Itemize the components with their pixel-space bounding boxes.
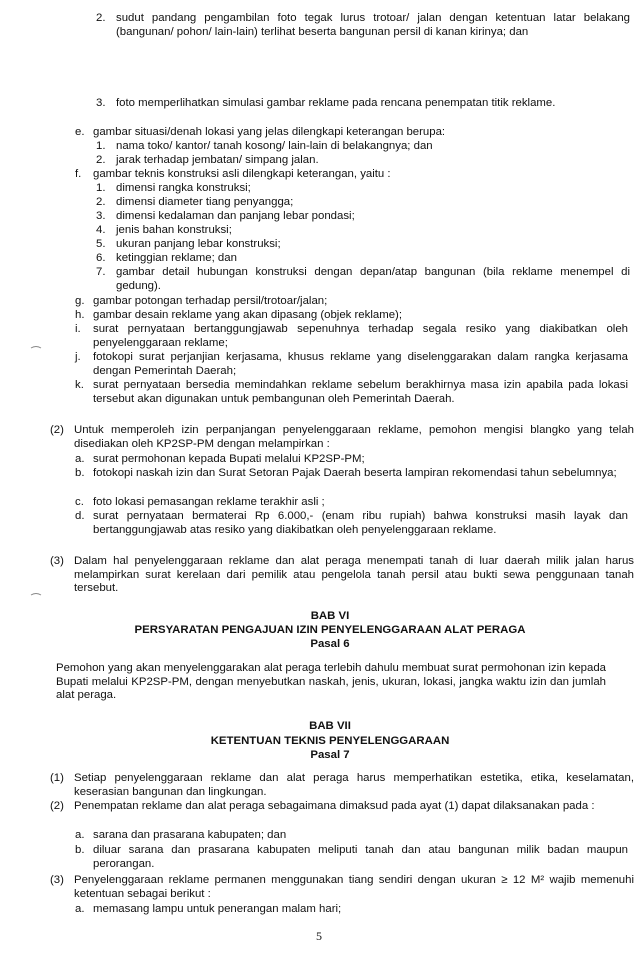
page-number: 5 [316, 929, 322, 943]
list-marker: a. [75, 903, 85, 915]
list-marker: j. [75, 351, 81, 363]
bab-heading: BAB VI [310, 610, 350, 622]
list-marker: f. [75, 168, 82, 180]
pasal-heading: Pasal 7 [310, 749, 350, 761]
ayat-2 [50, 800, 634, 814]
ayat-3 [50, 555, 634, 596]
list-marker: 1. [96, 182, 106, 194]
list-item-k [75, 379, 628, 406]
list-item [96, 97, 630, 111]
list-marker: k. [75, 379, 84, 391]
list-marker: c. [75, 496, 84, 508]
list-text: diluar sarana dan prasarana kabupaten meliputi tanah dan atau bangunan milik badan maupun perorangan. [93, 844, 628, 870]
list-marker: 2. [96, 196, 106, 208]
ayat-3 [50, 874, 634, 901]
list-text: memasang lampu untuk penerangan malam hari; [93, 903, 342, 915]
ayat-marker: (2) [50, 800, 64, 812]
list-text: dimensi rangka konstruksi; [116, 182, 251, 194]
list-item-c [75, 496, 628, 510]
list-item-g [75, 295, 628, 309]
margin-mark-icon [30, 345, 42, 351]
list-item-b [75, 467, 628, 481]
list-marker: d. [75, 510, 85, 522]
ayat-marker: (3) [50, 874, 64, 886]
list-marker: 3. [96, 97, 106, 109]
list-text: jarak terhadap jembatan/ simpang jalan. [116, 154, 319, 166]
list-item-f [75, 168, 628, 182]
list-marker: h. [75, 309, 85, 321]
list-text: ukuran panjang lebar konstruksi; [116, 238, 281, 250]
list-text: nama toko/ kantor/ tanah kosong/ lain-lain di belakangnya; dan [116, 140, 433, 152]
list-item-d [75, 510, 628, 537]
list-text: surat pernyataan bermaterai Rp 6.000,- (enam ribu rupiah) bahwa konstruksi masih layak dan bertanggungjawab atas resiko yang diakibatkan oleh penyelenggaraan reklame. [93, 510, 628, 536]
list-marker: i. [75, 323, 81, 335]
ayat-text: Untuk memperoleh izin perpanjangan penyelenggaraan reklame, pemohon mengisi blangko yang telah disediakan oleh KP2SP-PM dengan melampirkan : [74, 424, 634, 450]
list-item [96, 196, 630, 210]
list-marker: 5. [96, 238, 106, 250]
ayat-text: Dalam hal penyelenggaraan reklame dan alat peraga menempati tanah di luar daerah milik jalan harus melampirkan surat kerelaan dari pemilik atau pengelola tanah persil atau bukti sewa penggunaan tanah tersebut. [74, 555, 634, 595]
list-text: sarana dan prasarana kabupaten; dan [93, 829, 287, 841]
list-item-a [75, 903, 628, 917]
list-marker: e. [75, 126, 85, 138]
list-text: fotokopi naskah izin dan Surat Setoran Pajak Daerah beserta lampiran rekomendasi tahun sebelumnya; [93, 467, 617, 479]
list-item-j [75, 351, 628, 378]
list-text: foto memperlihatkan simulasi gambar reklame pada rencana penempatan titik reklame. [116, 97, 556, 109]
list-text: gambar desain reklame yang akan dipasang (objek reklame); [93, 309, 402, 321]
list-text: dimensi diameter tiang penyangga; [116, 196, 294, 208]
list-text: surat permohonan kepada Bupati melalui KP2SP-PM; [93, 453, 365, 465]
ayat-2 [50, 424, 634, 451]
list-item-a [75, 829, 628, 843]
list-text: dimensi kedalaman dan panjang lebar pondasi; [116, 210, 355, 222]
list-marker: 4. [96, 224, 106, 236]
ayat-marker: (2) [50, 424, 64, 436]
list-text: foto lokasi pemasangan reklame terakhir asli ; [93, 496, 325, 508]
list-text: ketinggian reklame; dan [116, 252, 237, 264]
list-text: jenis bahan konstruksi; [116, 224, 232, 236]
list-marker: a. [75, 453, 85, 465]
list-marker: 3. [96, 210, 106, 222]
bab-title: PERSYARATAN PENGAJUAN IZIN PENYELENGGARAAN ALAT PERAGA [134, 624, 526, 636]
list-item [96, 140, 630, 154]
pasal-body: Pemohon yang akan menyelenggarakan alat peraga terlebih dahulu membuat surat permohonan izin kepada Bupati melalui KP2SP-PM, dengan menyebutkan naskah, jenis, ukuran, lokasi, jangka waktu izin dan jumlah alat peraga. [56, 662, 606, 702]
ayat-marker: (1) [50, 772, 64, 784]
list-marker: a. [75, 829, 85, 841]
list-marker: g. [75, 295, 85, 307]
list-marker: 7. [96, 266, 106, 278]
list-item-b [75, 844, 628, 871]
bab-title: KETENTUAN TEKNIS PENYELENGGARAAN [210, 735, 450, 747]
list-item-i [75, 323, 628, 350]
list-item-e [75, 126, 628, 140]
list-item [96, 182, 630, 196]
list-text: gambar teknis konstruksi asli dilengkapi keterangan, yaitu : [93, 168, 391, 180]
margin-mark-icon [30, 592, 42, 598]
list-text: fotokopi surat perjanjian kerjasama, khusus reklame yang diselenggarakan dalam rangka kerjasama dengan Pemerintah Daerah; [93, 351, 628, 377]
list-item [96, 210, 630, 224]
ayat-1 [50, 772, 634, 799]
list-item [96, 154, 630, 168]
pasal-heading: Pasal 6 [310, 638, 350, 650]
list-item [96, 238, 630, 252]
ayat-text: Penempatan reklame dan alat peraga sebagaimana dimaksud pada ayat (1) dapat dilaksanakan pada : [74, 800, 595, 812]
list-item [96, 12, 630, 39]
list-marker: 1. [96, 140, 106, 152]
list-item [96, 252, 630, 266]
list-text: gambar detail hubungan konstruksi dengan depan/atap bangunan (bila reklame menempel di gedung). [116, 266, 630, 292]
bab-heading: BAB VII [309, 720, 351, 732]
list-marker: 2. [96, 12, 106, 24]
list-marker: b. [75, 844, 85, 856]
list-marker: 6. [96, 252, 106, 264]
list-text: sudut pandang pengambilan foto tegak lurus trotoar/ jalan dengan ketentuan latar belakang (bangunan/ pohon/ lain-lain) terlihat beserta bangunan persil di kanan kirinya; dan [116, 12, 630, 38]
list-item [96, 266, 630, 293]
ayat-text: Setiap penyelenggaraan reklame dan alat peraga harus memperhatikan estetika, etika, keselamatan, keserasian bangunan dan lingkungan. [74, 772, 634, 798]
list-text: gambar situasi/denah lokasi yang jelas dilengkapi keterangan berupa: [93, 126, 446, 138]
list-text: gambar potongan terhadap persil/trotoar/jalan; [93, 295, 328, 307]
list-text: surat pernyataan bertanggungjawab sepenuhnya terhadap segala resiko yang diakibatkan oleh penyelenggaraan reklame; [93, 323, 628, 349]
list-item-h [75, 309, 628, 323]
list-item-a [75, 453, 628, 467]
ayat-marker: (3) [50, 555, 64, 567]
list-marker: 2. [96, 154, 106, 166]
ayat-text: Penyelenggaraan reklame permanen menggunakan tiang sendiri dengan ukuran ≥ 12 M² wajib memenuhi ketentuan sebagai berikut : [74, 874, 634, 900]
list-item [96, 224, 630, 238]
list-text: surat pernyataan bersedia memindahkan reklame sebelum berakhirnya masa izin apabila pada lokasi tersebut akan digunakan untuk pembangunan oleh Pemerintah Daerah. [93, 379, 628, 405]
list-marker: b. [75, 467, 85, 479]
